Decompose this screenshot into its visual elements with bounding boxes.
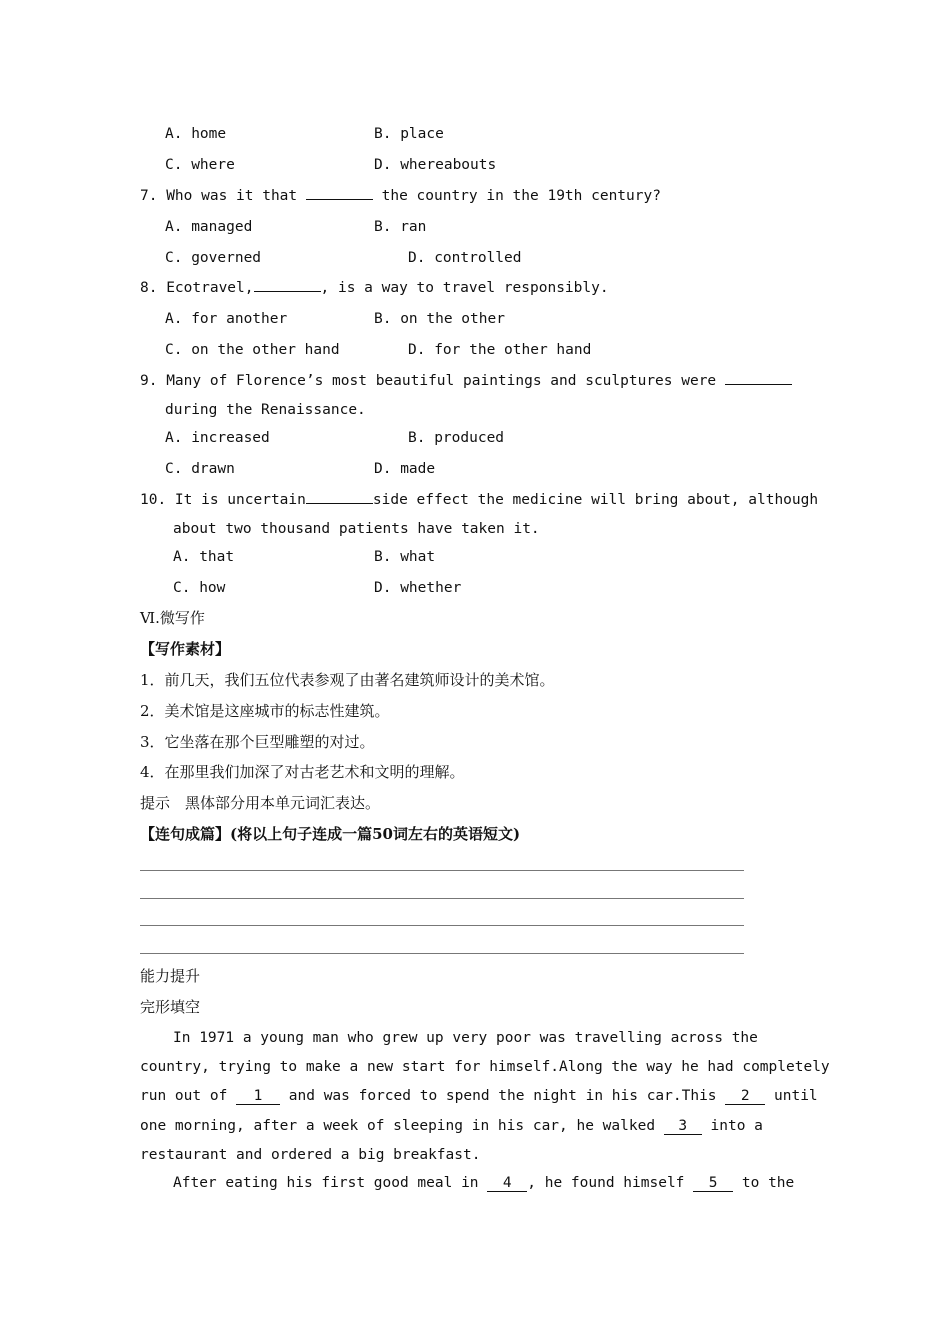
cloze-text: , he found himself: [527, 1175, 685, 1191]
q7-stem-end: the country in the 19th century?: [381, 188, 661, 204]
cloze-text: into a: [710, 1118, 763, 1134]
q6-option-a: A. home: [165, 126, 227, 142]
cloze-line: restaurant and ordered a big breakfast.: [140, 1147, 481, 1163]
cloze-line: [140, 1086, 818, 1106]
q9-stem-cont: during the Renaissance.: [165, 402, 366, 418]
q10-stem: [140, 490, 818, 510]
cloze-text: After eating his first good meal in: [173, 1175, 479, 1191]
cloze-text: run out of: [140, 1088, 228, 1104]
cloze-text: and was forced to spend the night in his car.This: [288, 1088, 717, 1104]
cloze-line: In 1971 a young man who grew up very poor was travelling across the: [173, 1030, 758, 1046]
writing-tip: 提示 黑体部分用本单元词汇表达。: [140, 794, 381, 812]
cloze-text: one morning, after a week of sleeping in his car, he walked: [140, 1118, 656, 1134]
q8-stem: [140, 278, 609, 298]
cloze-blank-3: 3: [664, 1118, 702, 1135]
q7-stem-start: 7. Who was it that: [140, 188, 298, 204]
q7-option-d: D. controlled: [408, 250, 522, 266]
cloze-heading: 完形填空: [140, 998, 201, 1016]
q10-blank: [306, 503, 373, 504]
material-sentence: 1．前几天，我们五位代表参观了由著名建筑师设计的美术馆。: [140, 671, 555, 689]
q10-stem-start: 10. It is uncertain: [140, 492, 306, 508]
q9-blank: [725, 384, 792, 385]
q10-option-b: B. what: [374, 549, 436, 565]
q7-option-b: B. ran: [374, 219, 427, 235]
cloze-line: [173, 1173, 794, 1193]
q7-blank: [306, 199, 373, 200]
q7-option-a: A. managed: [165, 219, 253, 235]
q10-stem-cont: about two thousand patients have taken it.: [173, 521, 540, 537]
cloze-line: [140, 1116, 763, 1136]
material-sentence: 3．它坐落在那个巨型雕塑的对过。: [140, 733, 375, 751]
cloze-line: country, trying to make a new start for himself.Along the way he had completely: [140, 1059, 830, 1075]
q8-blank: [254, 291, 321, 292]
answer-line[interactable]: [140, 898, 744, 899]
answer-line[interactable]: [140, 925, 744, 926]
cloze-blank-1: 1: [236, 1088, 280, 1105]
q8-option-c: C. on the other hand: [165, 342, 340, 358]
answer-line[interactable]: [140, 870, 744, 871]
q6-option-c: C. where: [165, 157, 235, 173]
q6-option-b: B. place: [374, 126, 444, 142]
cloze-text: until: [774, 1088, 818, 1104]
q10-option-d: D. whether: [374, 580, 462, 596]
answer-line[interactable]: [140, 953, 744, 954]
q8-option-a: A. for another: [165, 311, 288, 327]
q7-option-c: C. governed: [165, 250, 262, 266]
q10-option-c: C. how: [173, 580, 226, 596]
material-sentence: 2．美术馆是这座城市的标志性建筑。: [140, 702, 390, 720]
q9-stem: [140, 371, 792, 391]
cloze-text: to the: [741, 1175, 795, 1191]
q9-option-b: B. produced: [408, 430, 505, 446]
q10-stem-end: side effect the medicine will bring about, although: [372, 492, 819, 508]
cloze-blank-4: 4: [487, 1175, 527, 1192]
q8-stem-start: 8. Ecotravel,: [140, 280, 254, 296]
q10-option-a: A. that: [173, 549, 235, 565]
material-sentence: 4．在那里我们加深了对古老艺术和文明的理解。: [140, 763, 465, 781]
q8-option-d: D. for the other hand: [408, 342, 592, 358]
cloze-blank-2: 2: [725, 1088, 765, 1105]
q9-option-a: A. increased: [165, 430, 270, 446]
q9-option-d: D. made: [374, 461, 436, 477]
ability-heading: 能力提升: [140, 967, 201, 985]
q7-stem: [140, 186, 661, 206]
material-label: 【写作素材】: [140, 640, 231, 658]
section6-heading: Ⅵ.微写作: [140, 609, 205, 627]
q9-stem-start: 9. Many of Florence’s most beautiful paintings and sculptures were: [140, 373, 717, 389]
q9-option-c: C. drawn: [165, 461, 235, 477]
q8-stem-end: , is a way to travel responsibly.: [320, 280, 609, 296]
q8-option-b: B. on the other: [374, 311, 505, 327]
compose-label: 【连句成篇】(将以上句子连成一篇50词左右的英语短文): [140, 825, 521, 843]
q6-option-d: D. whereabouts: [374, 157, 497, 173]
cloze-blank-5: 5: [693, 1175, 733, 1192]
